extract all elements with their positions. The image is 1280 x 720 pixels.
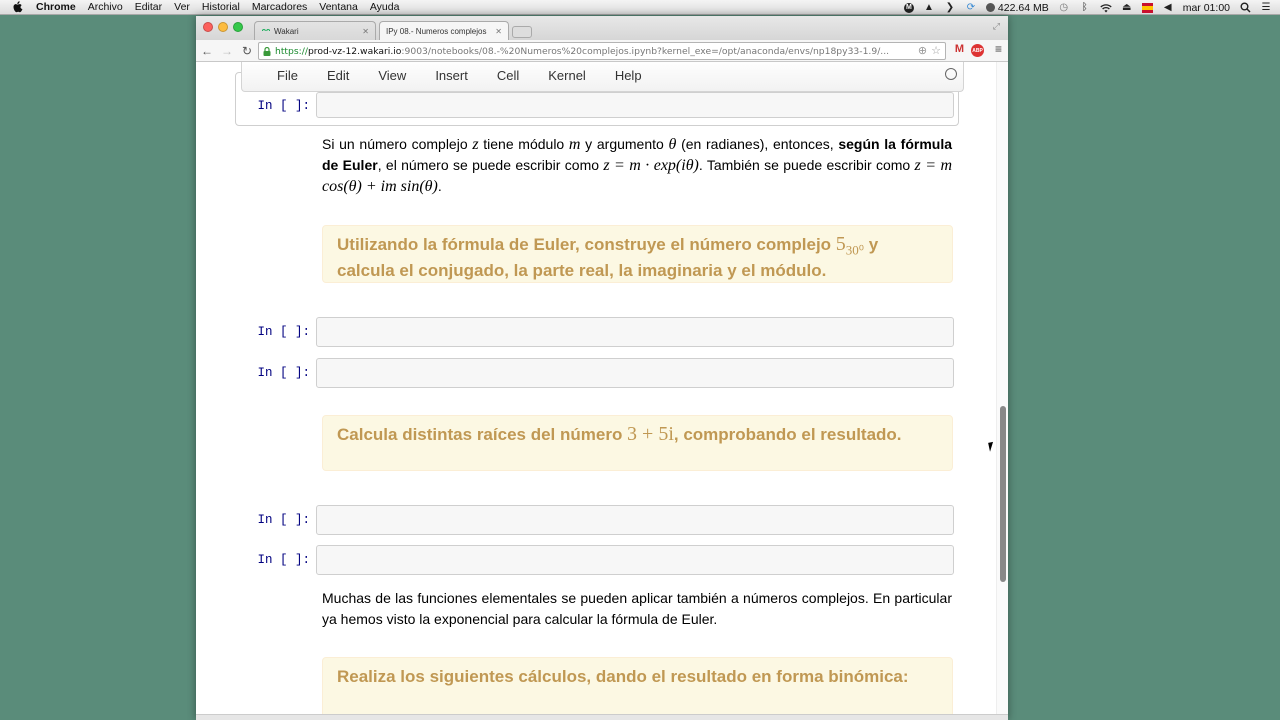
code-input[interactable] bbox=[316, 545, 954, 575]
window-controls bbox=[203, 22, 243, 32]
volume-icon[interactable]: ◀ bbox=[1163, 2, 1172, 13]
menu-help[interactable]: Help bbox=[614, 68, 642, 83]
scrollbar[interactable] bbox=[996, 62, 1008, 714]
apple-icon[interactable] bbox=[12, 1, 26, 13]
browser-window bbox=[196, 16, 1008, 720]
cell-prompt: In [ ]: bbox=[257, 366, 310, 380]
forward-button[interactable]: → bbox=[221, 43, 233, 58]
chrome-menu-icon[interactable]: ≡ bbox=[994, 42, 1002, 56]
notebook-menubar bbox=[241, 62, 964, 92]
window-bottom-edge bbox=[196, 714, 1008, 720]
wifi-icon[interactable] bbox=[1100, 2, 1112, 14]
menu-view[interactable]: View bbox=[378, 68, 407, 83]
tab-notebook[interactable] bbox=[379, 21, 509, 40]
tab-label: IPy 08.- Numeros complejos bbox=[386, 26, 487, 36]
gauge-icon bbox=[986, 3, 995, 12]
minimize-window-button[interactable] bbox=[218, 22, 228, 32]
time-machine-icon[interactable]: ◷ bbox=[1059, 2, 1069, 13]
browser-toolbar bbox=[196, 40, 1008, 62]
url-path: :9003/notebooks/08.-%20Numeros%20complejos.ipynb?kernel_exe=/opt/anaconda/envs/np18py33-1.9/... bbox=[401, 45, 890, 57]
status-tray bbox=[904, 0, 1272, 15]
chevron-right-icon[interactable]: ❯ bbox=[945, 2, 955, 13]
code-input[interactable] bbox=[316, 92, 954, 118]
zoom-window-button[interactable] bbox=[233, 22, 243, 32]
memory-value: 422.64 MB bbox=[997, 1, 1049, 14]
code-input[interactable] bbox=[316, 358, 954, 388]
menu-marcadores[interactable]: Marcadores bbox=[251, 1, 308, 13]
sync-icon[interactable]: ⟳ bbox=[966, 2, 976, 13]
wakari-favicon-icon: ᴖᴖ bbox=[261, 27, 271, 35]
menu-kernel[interactable]: Kernel bbox=[548, 68, 586, 83]
markdown-euler-intro: Si un número complejo z tiene módulo m y argumento θ (en radianes), entonces, según la fórmula de Euler, el número se puede escribir como z = m · exp(iθ). También se puede escribir como z = m cos(θ) + im sin(θ). bbox=[322, 136, 952, 195]
menu-ver[interactable]: Ver bbox=[174, 1, 190, 13]
zoom-icon[interactable]: ⊕ bbox=[917, 45, 928, 57]
bluetooth-icon[interactable]: ᛒ bbox=[1081, 2, 1088, 13]
back-button[interactable]: ← bbox=[201, 43, 213, 58]
menu-chrome[interactable]: Chrome bbox=[36, 1, 76, 13]
tab-wakari[interactable] bbox=[254, 21, 376, 40]
tab-label: Wakari bbox=[274, 26, 299, 36]
input-source-flag-icon[interactable] bbox=[1142, 3, 1153, 13]
menu-editar[interactable]: Editar bbox=[134, 1, 163, 13]
url-scheme: https:// bbox=[275, 45, 308, 57]
cell-prompt: In [ ]: bbox=[257, 553, 310, 567]
url-text bbox=[275, 46, 889, 57]
notification-center-icon[interactable]: ☰ bbox=[1261, 2, 1271, 13]
code-input[interactable] bbox=[316, 317, 954, 347]
gmail-extension-icon[interactable]: M bbox=[954, 43, 964, 55]
adblock-extension-icon[interactable]: ABP bbox=[971, 44, 984, 57]
lock-icon bbox=[263, 47, 271, 56]
menu-historial[interactable]: Historial bbox=[201, 1, 240, 13]
omnibox-icons bbox=[918, 44, 941, 57]
url-host: prod-vz-12.wakari.io bbox=[307, 45, 402, 57]
cell-prompt: In [ ]: bbox=[257, 99, 310, 113]
menu-edit[interactable]: Edit bbox=[326, 68, 350, 83]
bookmark-star-icon[interactable]: ☆ bbox=[931, 45, 941, 57]
spotlight-search-icon[interactable] bbox=[1239, 2, 1251, 14]
menu-cell[interactable]: Cell bbox=[496, 68, 520, 83]
tab-strip bbox=[196, 16, 1008, 40]
menu-ventana[interactable]: Ventana bbox=[319, 1, 358, 13]
exercise-binomial-alert: Realiza los siguientes cálculos, dando el resultado en forma binómica: bbox=[322, 657, 953, 714]
fullscreen-icon[interactable]: ⤢ bbox=[992, 21, 1000, 31]
m-tray-icon[interactable]: M bbox=[904, 3, 914, 13]
notebook-page bbox=[196, 62, 1008, 714]
scrollbar-thumb[interactable] bbox=[1000, 406, 1006, 582]
reload-button[interactable]: ↻ bbox=[241, 43, 253, 58]
eject-icon[interactable]: ⏏ bbox=[1121, 2, 1132, 13]
menu-insert[interactable]: Insert bbox=[435, 68, 468, 83]
menu-file[interactable]: File bbox=[277, 68, 298, 83]
code-input[interactable] bbox=[316, 505, 954, 535]
close-tab-icon[interactable]: ✕ bbox=[362, 26, 369, 36]
new-tab-button[interactable] bbox=[512, 26, 532, 38]
cell-prompt: In [ ]: bbox=[257, 513, 310, 527]
mouse-cursor-icon bbox=[988, 441, 998, 451]
clock[interactable]: mar 01:00 bbox=[1182, 1, 1230, 14]
address-bar[interactable] bbox=[258, 42, 946, 60]
cell-prompt: In [ ]: bbox=[257, 325, 310, 339]
markdown-elementary-functions: Muchas de las funciones elementales se pueden aplicar también a números complejos. En particular ya hemos visto la exponencial para calcular la fórmula de Euler. bbox=[322, 590, 952, 627]
memory-indicator[interactable] bbox=[986, 2, 1049, 14]
close-window-button[interactable] bbox=[203, 22, 213, 32]
kernel-status-icon bbox=[945, 68, 957, 80]
exercise-roots-alert: Calcula distintas raíces del número 3 + 5i, comprobando el resultado. bbox=[322, 415, 953, 471]
close-tab-icon[interactable]: ✕ bbox=[495, 26, 502, 36]
menu-ayuda[interactable]: Ayuda bbox=[369, 1, 400, 13]
menu-archivo[interactable]: Archivo bbox=[87, 1, 123, 13]
exercise-euler-alert: Utilizando la fórmula de Euler, construye el número complejo $5_{30^0}$ y calcula el conjugado, la parte real, la imaginaria y el módulo. bbox=[322, 225, 953, 283]
drive-icon[interactable]: ▲ bbox=[923, 2, 934, 13]
os-menubar bbox=[0, 0, 1280, 15]
